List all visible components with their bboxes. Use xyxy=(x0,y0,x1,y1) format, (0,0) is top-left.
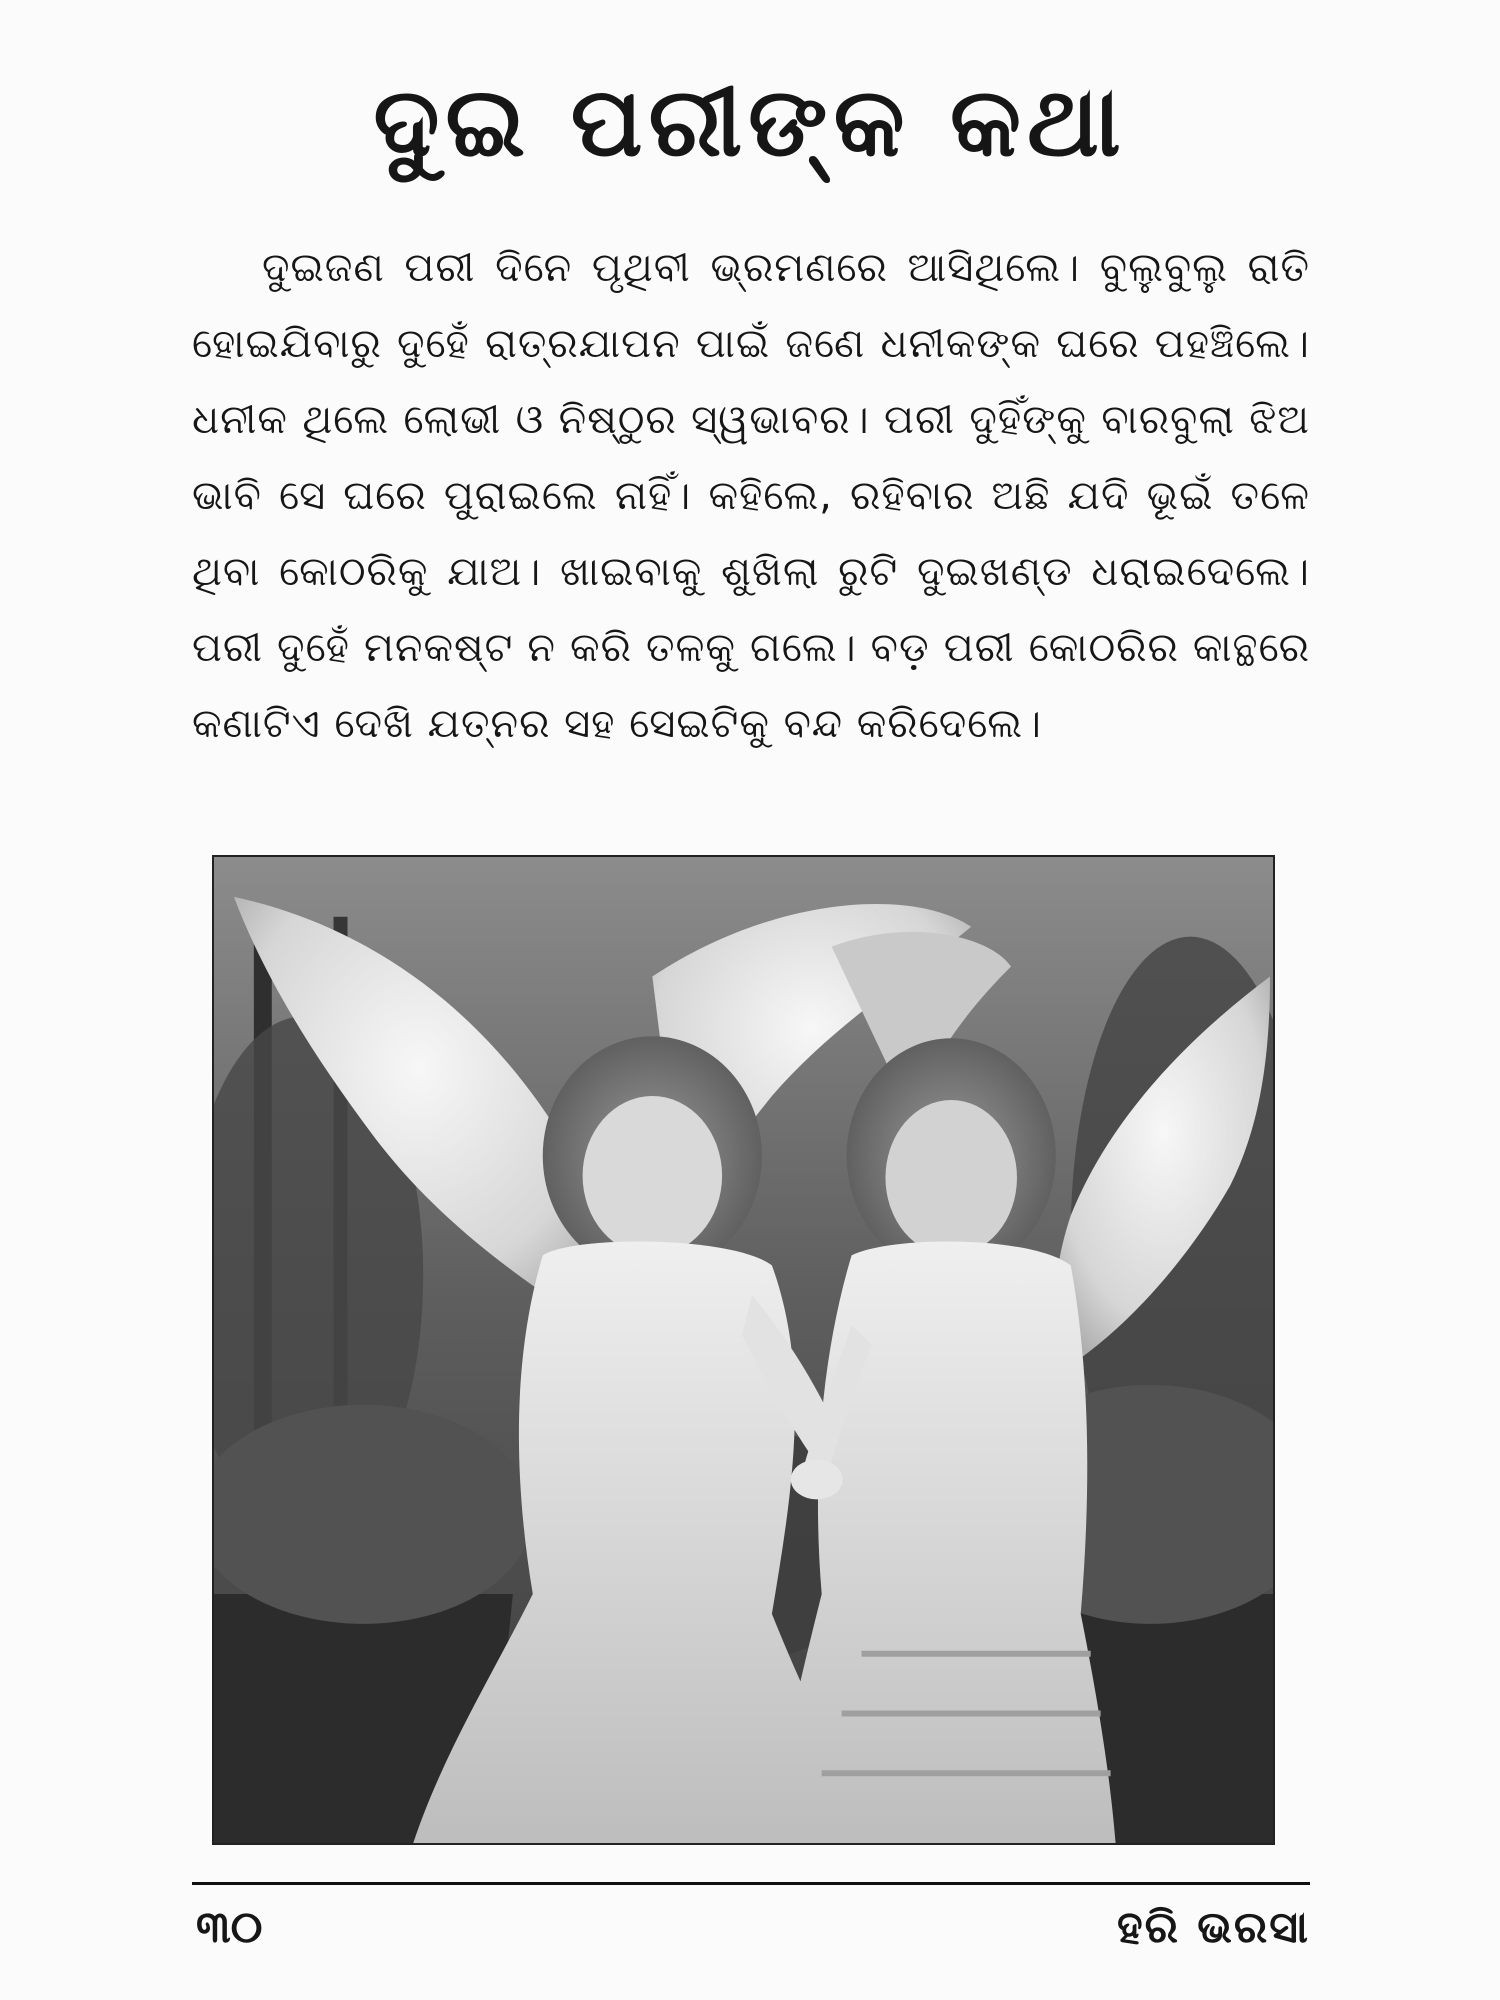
footer-divider xyxy=(192,1882,1310,1885)
publication-name: ହରି ଭରସା xyxy=(1116,1902,1310,1953)
story-title: ଦୁଇ ପରୀଙ୍କ କଥା xyxy=(373,66,1127,178)
angels-picture xyxy=(214,857,1273,1843)
page-number: ୩୦ xyxy=(196,1902,263,1953)
angels-illustration xyxy=(212,855,1275,1845)
story-paragraph: ଦୁଇଜଣ ପରୀ ଦିନେ ପୃଥିବୀ ଭ୍ରମଣରେ ଆସିଥିଲେ। ବୁଲୁବୁଲୁ ରାତି ହୋଇଯିବାରୁ ଦୁହେଁ ରାତ୍ରଯାପନ ପାଇଁ ଜଣେ ଧନୀକଙ୍କ ଘରେ ପହଞ୍ଚିଲେ। ଧନୀକ ଥିଲେ ଲୋଭୀ ଓ ନିଷ୍ଠୁର ସ୍ୱଭାବର। ପରୀ ଦୁହିଁଙ୍କୁ ବାରବୁଲା ଝିଅ ଭାବି ସେ ଘରେ ପୁରାଇଲେ ନାହିଁ। କହିଲେ, ରହିବାର ଅଛି ଯଦି ଭୂଇଁ ତଳେ ଥିବା କୋଠରିକୁ ଯାଅ। ଖାଇବାକୁ ଶୁଖିଲା ରୁଟି ଦୁଇଖଣ୍ଡ ଧରାଇଦେଲେ। ପରୀ ଦୁହେଁ ମନକଷ୍ଟ ନ କରି ତଳକୁ ଗଲେ। ବଡ଼ ପରୀ କୋଠରିର କାନ୍ଥରେ କଣାଟିଏ ଦେଖି ଯତ୍ନର ସହ ସେଇଟିକୁ ବନ୍ଦ କରିଦେଲେ। xyxy=(192,245,1310,747)
